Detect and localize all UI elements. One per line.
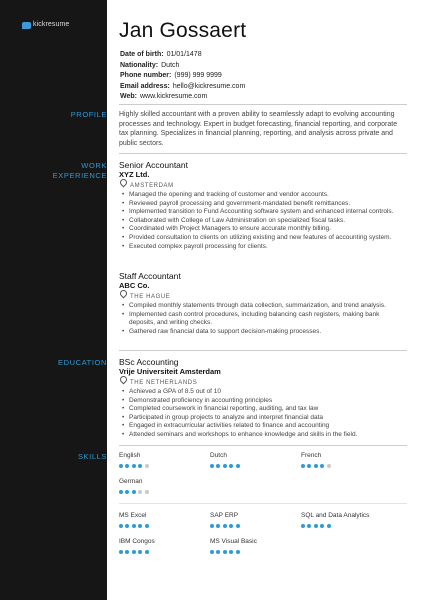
rating-dot-filled	[210, 550, 214, 554]
section-title-skills: SKILLS	[77, 452, 107, 461]
detail-label: Phone number:	[120, 72, 172, 79]
rating-dot-filled	[327, 524, 331, 528]
section-title-education: EDUCATION	[57, 358, 107, 367]
candidate-name: Jan Gossaert	[119, 19, 247, 42]
detail-label: Nationality:	[120, 61, 159, 69]
rating-dot-filled	[223, 524, 227, 528]
list-item: • Implemented cash control procedures, including balancing cash registers, making bank deposits, and writing checks.	[129, 311, 407, 328]
rating-dot-empty	[138, 490, 142, 494]
skill-name: German	[119, 478, 143, 485]
rating-dot-filled	[138, 524, 142, 528]
profile-summary: Highly skilled accountant with a proven ability to seamlessly adapt to evolving accounting processes and technology. Expert in budget forecasting, financial reporting, and corporate tax planning. Specializes in financial planning, reporting, and analysis across private and public sectors.	[119, 111, 398, 147]
list-item: • Managed the opening and tracking of customer and vendor accounts.	[129, 191, 407, 200]
rating-dot-filled	[216, 550, 220, 554]
rating-dot-filled	[216, 524, 220, 528]
divider	[119, 350, 407, 351]
detail-row	[120, 82, 245, 93]
rating-dot-filled	[125, 524, 129, 528]
skill-rating	[210, 524, 242, 529]
skill-rating	[301, 524, 333, 529]
rating-dot-filled	[125, 464, 129, 468]
list-item: • Coordinated with Project Managers to ensure accurate monthly billing.	[129, 225, 407, 234]
location-text: THE NETHERLANDS	[130, 380, 198, 386]
rating-dot-filled	[210, 524, 214, 528]
list-item: • Implemented transition to Fund Accounting software system and enhanced internal controls.	[129, 208, 407, 217]
rating-dot-filled	[138, 464, 142, 468]
rating-dot-filled	[236, 524, 240, 528]
divider	[119, 104, 407, 105]
rating-dot-filled	[223, 464, 227, 468]
list-item: • Collaborated with College of Law Administration on specialized fiscal tasks.	[129, 217, 407, 226]
job-bullets	[119, 302, 407, 336]
company-name: ABC Co.	[119, 281, 150, 290]
detail-value: (999) 999 9999	[174, 72, 222, 79]
logo-text: kickresume	[33, 21, 70, 28]
list-item: • Engaged in extracurricular activities related to finance and accounting	[129, 422, 407, 431]
rating-dot-filled	[229, 550, 233, 554]
personal-details	[120, 50, 245, 103]
list-item: • Compiled monthly statements through data collection, summarization, and trend analysis.	[129, 302, 407, 311]
job-title: Staff Accountant	[119, 271, 181, 281]
rating-dot-empty	[145, 464, 149, 468]
divider	[119, 445, 407, 446]
divider	[119, 503, 407, 504]
sidebar	[0, 0, 107, 600]
skill-name: MS Excel	[119, 512, 147, 519]
list-item: • Gathered raw financial data to support decision-making processes.	[129, 328, 407, 337]
rating-dot-filled	[132, 490, 136, 494]
detail-row	[120, 50, 245, 61]
rating-dot-empty	[145, 490, 149, 494]
list-item: • Achieved a GPA of 8.5 out of 10	[129, 388, 407, 397]
school-name: Vrije Universiteit Amsterdam	[119, 367, 221, 376]
skill-name: IBM Congos	[119, 538, 155, 545]
rating-dot-filled	[132, 464, 136, 468]
rating-dot-filled	[301, 524, 305, 528]
rating-dot-filled	[210, 464, 214, 468]
email-link[interactable]: hello@kickresume.com	[172, 82, 246, 90]
rating-dot-filled	[236, 464, 240, 468]
detail-row	[120, 92, 245, 103]
list-item: • Completed coursework in financial reporting, auditing, and tax law	[129, 405, 407, 414]
rating-dot-filled	[229, 464, 233, 468]
job-bullets	[119, 191, 407, 251]
skill-rating	[210, 464, 242, 469]
location-pin-icon	[119, 289, 129, 299]
job-title: Senior Accountant	[119, 160, 188, 170]
rating-dot-filled	[125, 490, 129, 494]
skill-rating	[119, 524, 151, 529]
speech-bubble-icon	[22, 22, 31, 29]
location-pin-icon	[119, 375, 129, 385]
skill-rating	[119, 464, 151, 469]
rating-dot-filled	[236, 550, 240, 554]
rating-dot-filled	[145, 550, 149, 554]
kickresume-logo[interactable]	[22, 18, 70, 30]
list-item: • Reviewed payroll processing and government-mandated benefit remittances.	[129, 200, 407, 209]
rating-dot-filled	[307, 464, 311, 468]
detail-row	[120, 61, 245, 72]
rating-dot-filled	[216, 464, 220, 468]
section-title-line: EXPERIENCE	[52, 171, 107, 180]
list-item: • Participated in group projects to analyze and interpret financial data	[129, 414, 407, 423]
rating-dot-filled	[307, 524, 311, 528]
job-entry	[119, 271, 407, 336]
rating-dot-filled	[119, 550, 123, 554]
skill-name: SAP ERP	[210, 512, 239, 519]
education-location	[119, 376, 407, 388]
profile-section	[119, 110, 407, 148]
section-title-work	[53, 161, 107, 181]
skill-rating	[210, 550, 242, 555]
company-name: XYZ Ltd.	[119, 170, 150, 179]
location-text: THE HAGUE	[130, 294, 171, 300]
skill-name: SQL and Data Analytics	[301, 512, 370, 519]
detail-row	[120, 71, 245, 82]
location-pin-icon	[119, 178, 129, 188]
section-title-profile: PROFILE	[70, 110, 107, 119]
section-title-line: WORK	[81, 161, 107, 170]
list-item: • Demonstrated proficiency in accounting principles	[129, 397, 407, 406]
rating-dot-filled	[138, 550, 142, 554]
skill-name: Dutch	[210, 452, 227, 459]
rating-dot-filled	[320, 524, 324, 528]
rating-dot-filled	[125, 550, 129, 554]
rating-dot-filled	[132, 550, 136, 554]
education-bullets	[119, 388, 407, 440]
divider	[119, 153, 407, 154]
skill-rating	[119, 550, 151, 555]
job-entry	[119, 160, 407, 251]
job-location	[119, 179, 407, 191]
rating-dot-filled	[132, 524, 136, 528]
rating-dot-filled	[223, 550, 227, 554]
detail-label: Web:	[120, 93, 137, 100]
rating-dot-filled	[301, 464, 305, 468]
rating-dot-filled	[314, 464, 318, 468]
skill-rating	[119, 490, 151, 495]
detail-value: 01/01/1478	[166, 51, 202, 58]
rating-dot-filled	[320, 464, 324, 468]
rating-dot-filled	[119, 490, 123, 494]
location-text: AMSTERDAM	[130, 183, 174, 189]
skill-name: French	[301, 452, 322, 459]
rating-dot-filled	[145, 524, 149, 528]
rating-dot-filled	[119, 524, 123, 528]
job-location	[119, 290, 407, 302]
list-item: • Provided consultation to clients on utilizing existing and new features of accounting system.	[129, 234, 407, 243]
skill-rating	[301, 464, 333, 469]
skill-name: MS Visual Basic	[210, 538, 257, 545]
detail-label: Date of birth:	[120, 51, 164, 58]
web-link[interactable]: www.kickresume.com	[139, 93, 208, 100]
degree-title: BSc Accounting	[119, 357, 179, 367]
detail-label: Email address:	[120, 82, 170, 90]
rating-dot-filled	[119, 464, 123, 468]
detail-value: Dutch	[161, 61, 180, 69]
list-item: • Executed complex payroll processing for clients.	[129, 243, 407, 252]
list-item: • Attended seminars and workshops to enhance knowledge and skills in the field.	[129, 431, 407, 440]
skill-name: English	[119, 452, 141, 459]
education-entry	[119, 357, 407, 440]
rating-dot-filled	[229, 524, 233, 528]
rating-dot-filled	[314, 524, 318, 528]
rating-dot-empty	[327, 464, 331, 468]
